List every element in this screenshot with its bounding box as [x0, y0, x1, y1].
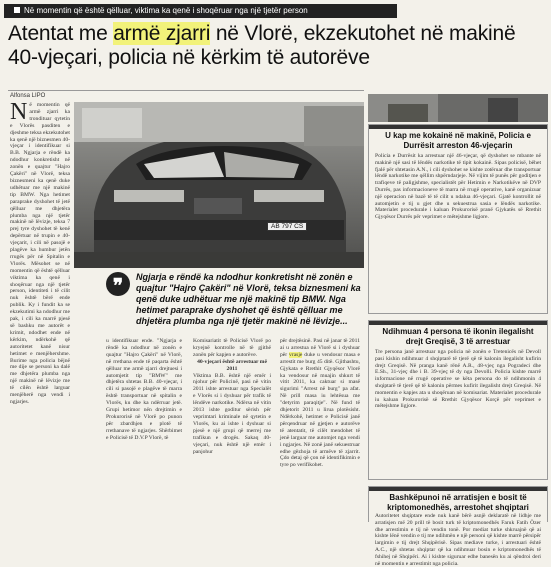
pull-quote — [104, 268, 366, 336]
article-column-1 — [10, 99, 70, 520]
article-column-4-continuation: duke u vendosur masa e arrestit me burg 45 ditë. Gjithashtu, Gjykata e Rrethit Gjyqësor Vlorë ka vendosur në muajin shkurt të vitit 2011, ka caktuar si masë sigurimi "Arrest në burg" pa afat. Në prill masa iu lehtësua me "detyrim paraqitje". Në fund të dhjetorit 2011 u lirua plotësisht. Ndërkohë, hetimet e Policisë janë përqendruar në gjetjen e autorëve të atentatit, të cilët mendohet të jenë larguar me automjet nga vendi i ngjarjes. Në zonë janë sekuestruar edhe gëzhoja të armëve të zjarrit. Çdo detaj që çon në identifikimin e tyre po verifikohet. — [280, 351, 360, 469]
news-box-illegal-border — [368, 320, 548, 480]
article-highlight: vrasje — [289, 351, 303, 358]
box-top-bar — [369, 321, 547, 325]
news-box-crypto-boss — [368, 486, 548, 567]
pull-quote-text: Ngjarja e rëndë ka ndodhur konkretisht në zonën e quajtur "Hajro Çakëri" në Vlorë, teksa biznesmeni ka qenë duke udhëtuar me një makinë tip BMW. Nga hetimet paraprake dyshohet që është qëlluar me dhjetëra plumba nga një tjetër makinë në lëvizje... — [136, 272, 361, 326]
article-column-2 — [106, 338, 182, 520]
headline — [8, 22, 544, 70]
car-photo-illustration — [74, 102, 364, 268]
box-top-bar — [369, 125, 547, 129]
headline-part2: në Vlorë, ekzekutohet në makinë 40-vjeçari, policia në kërkim të autorëve — [8, 22, 516, 69]
article-column-1-text: ë momentin që armë zjarri ka trondituar qytetin e Vlorës pasditen e djeshme teksa ekzekutohet ka qenë një biznesmen 40-vjeçar i identifikuar si B.B. Ngjarja e rëndë ka ndodhur konkretisht në zonën e quajtur "Hajro Çakëri" në Vlorë, teksa biznesmeni ka qenë duke udhëtuar me një makinë tip BMW. Nga hetimet paraprake dyshohet të jetë qëlluar me dhjetëra plumba nga një tjetër makinë në lëvizje, teksa 7 prej tyre dyshohet të kenë depërtuar në trupin e 40-vjeçarit, i cili në pasojë e plagëve ka humbur jetën rrugës për në Spitalin e Vlorës. Mësohet se në momentin që është qëlluar viktima ka qenë i shoqëruar nga një tjetër person, identiteti i të cilit nuk është bërë ende publik. Ky i fundit ka se ekzekutimi ka ndodhur me pak, i cili ka marrë pjesë së bashku me autorët e krimit, ndodhet ende në kërkim, ndërkohë që autoritetet kanë nisur hetimet e menjëhershme. Burime nga policia bëjnë me dije se personi ka dalë me dhjetëra plumba nga një makinë në lëvizje me të cilën është larguar menjëherë nga vendi i ngjarjes. — [10, 102, 70, 405]
box-body: Policia e Durrësit ka arrestuar një 46-vjeçar, që dyshohet se mbante në makinë një sasi të lëndës narkotike të tipit kokainë. Sipas policisë, bëhet fjalë për shtetasin A.N., i cili dyshohet se kishte zotëruar dhe transportuar lëndë narkotike me qëllim shpërndarjeje. Në vijim të punës për goditjen e trafiqeve të paligjshme, specialistët për Hetimin e Narkotikëve në DVP Durrës, pas informacioneve të marra në rrugë operative, kanë organizuar një operacion në bazë të të cilit u ndalua 46-vjeçari. Gjatë kontrollit në automjetin e tij u gjet dhe u sekuestrua sasia e lëndës narkotike. Materialet procedurale i kaluan Prokurorisë pranë Gjykatës së Rrethit Gjyqësor Durrës për veprimet e mëtejshme ligjore. — [375, 153, 541, 221]
article-column-4 — [280, 338, 360, 520]
article-column-4-text: për drejtësinë. Pasi në janar të 2011 ai u arrestua në Vlorë si i dyshuar për — [280, 338, 360, 358]
sidebar-photo — [368, 94, 548, 122]
kicker-text: Në momentin që është qëlluar, viktima ka qenë i shoqëruar nga një tjetër person — [24, 6, 308, 15]
dropcap: N — [10, 99, 28, 125]
crime-scene-photo — [74, 102, 364, 268]
box-title: Ndihmuan 4 persona të ikonin ilegalisht drejt Greqisë, 3 të arrestuar — [382, 327, 534, 346]
article-column-3 — [193, 338, 271, 520]
box-body: Tre persona janë arrestuar nga policia në zonën e Tretenicës në Devoll pasi kishin ndihmuar 4 shqiptarë të tjerë që të kalonin ilegalisht kufirin drejt Greqisë. Në pranga kanë rënë A.R., 48-vjeç nga Pogradeci dhe E.Sh., 31-vjeç dhe i B. 39-vjeç të dy nga Devolli. Policia kishte marrë informacione në rrugë operative se këta persona do të ndihmonin 4 shqiptarë të tjerë që të kalonin përmes kufirit ilegalisht drejt Greqisë. Në momentin e kapjes ata u shoqëruan në komisariat. Materialet procedurale iu kaluan Prokurorisë së Rrethit Gjyqësor Korçë për veprimet e mëtejshme ligjore. — [375, 349, 541, 410]
article-column-2-text: u identifikuar ende. "Ngjarja e rëndë ka ndodhur në zonën e quajtur "Hajro Çakëri" në Vlorë, në rrethana ende të paqarta është qëlluar me armë zjarri drejtuesi i automjetit tip "BMW" me dhjetëra shtetas B.B. 40-vjeçar, i cili si pasojë e plagëve të marra është transportuar në spitalin e Vlorës, ku dhe ka ndërruar jetë. Grupi hetimor nën drejtimin e Prokurorisë në Vlorë po punon për zbardhjen e plotë të rrethanave të ngjarjes. Shërbimet e Policisë të D.V.P Vlorë, të — [106, 338, 182, 441]
news-sidebar — [368, 94, 548, 567]
article-column-3-continuation: Viktima B.B. është një emër i njohur për Policinë, pasi në vitin 2011 ishte arrestuar nga Specialët e Vlorës si i dyshuar për trafik të lëndëve narkotike. Ndërsa në vitin 2013 ishte goditur sërish për veprimtari kriminale në qytetin e Vlorës, ku ai ishte i dyshuar si pjesë e një grupi që merrej me trafikun e drogës. Sakaq 40-vjeçari, nuk është një emër i panjohur — [193, 372, 271, 455]
box-body: Autoritetet shqiptare ende nuk kanë bërë asnjë deklaratë në lidhje me arratisjen më 20 prill të bosit turk të kriptomonedhës Faruk Fatih Özer dhe arrestimin e tij në vendin tonë. Por mediat turke shkruajnë që ai kishte lënë vendin e tij me ndihmën e një personi që kishte marrë përsipër largimin e tij drejt Shqipërisë. Sipas mediave turke, i arrestuari është A.C., një shtetas shqiptar që ka ndihmuar bosin e kriptomonedhës të fshihej në Shqipëri. Ai i kishte siguruar edhe banesën ku ai qëndroi deri në momentin e arrestimit nga policia. — [375, 513, 541, 567]
kicker-bar — [4, 4, 397, 18]
sidebar-photo-illustration — [368, 94, 548, 122]
license-plate: AB 797 CS — [267, 222, 307, 231]
byline-divider — [8, 90, 364, 91]
box-top-bar — [369, 487, 547, 491]
box-title: Bashkëpunoi në arratisjen e bosit të kriptomonedhës, arrestohet shqiptari — [387, 493, 529, 512]
byline: Alfonsa LIPO — [10, 93, 46, 99]
article-subhead: 40-vjeçari është arrestuar më 2011 — [197, 358, 267, 372]
quote-mark-icon: ❞ — [106, 272, 130, 296]
square-bullet-icon — [14, 7, 20, 13]
news-box-cocaine-arrest — [368, 124, 548, 314]
headline-part1: Atentat me — [8, 22, 114, 45]
headline-highlight: armë zjarri — [113, 22, 211, 45]
box-title: U kap me kokainë në makinë, Policia e Durrësit arreston 46-vjeçarin — [385, 131, 531, 150]
article-column-3-text: Komisariatit të Policisë Vlorë po kryejnë kontrolle në të gjithë zonën për kapjen e autorëve. — [193, 338, 271, 358]
